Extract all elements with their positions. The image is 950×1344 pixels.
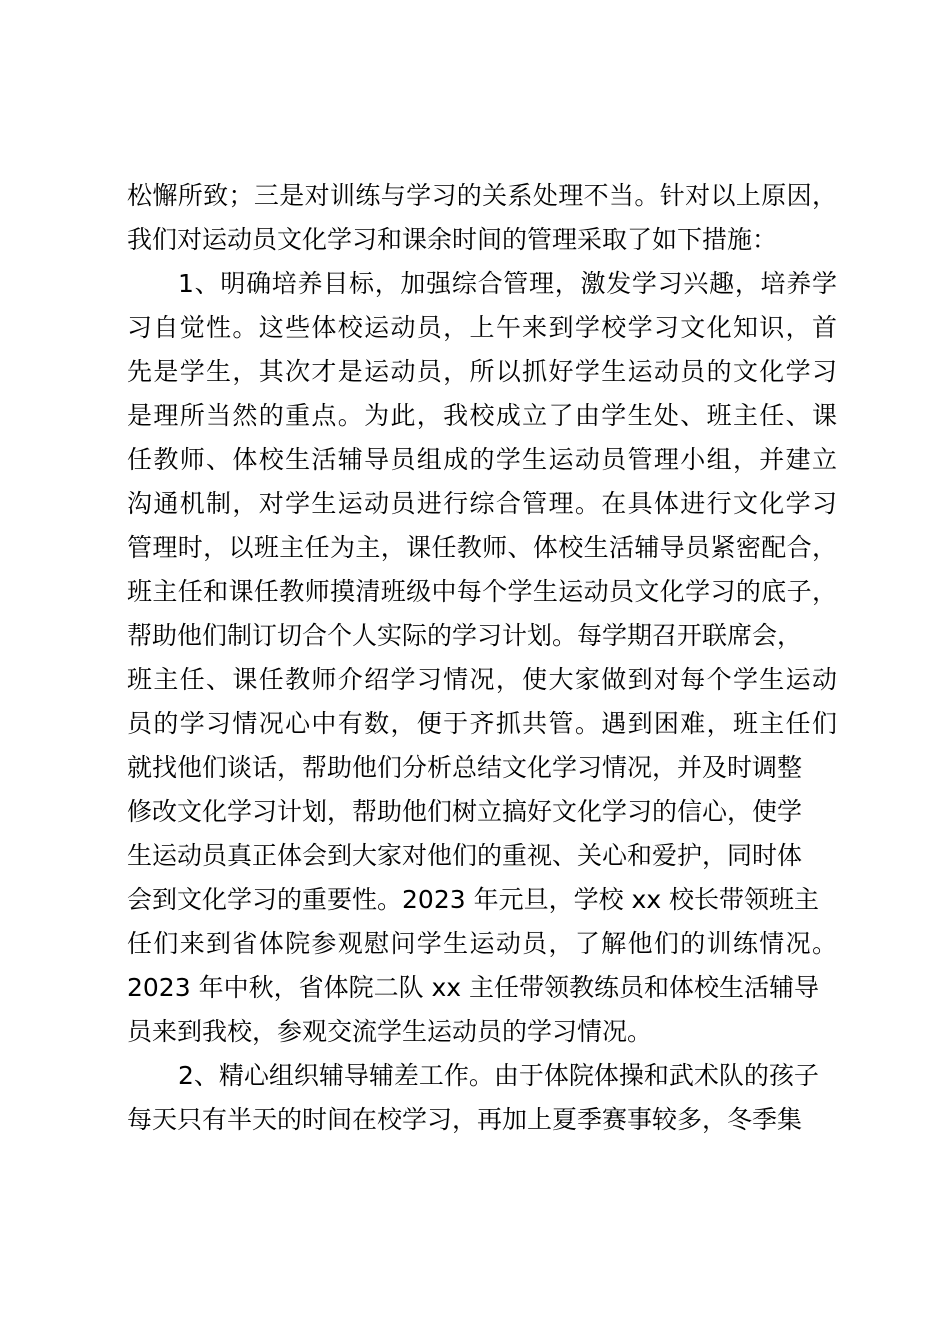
paragraph-line: 修改文化学习计划，帮助他们树立搞好文化学习的信心，使学 <box>127 797 803 826</box>
paragraph-line: 班主任、课任教师介绍学习情况，使大家做到对每个学生运动 <box>127 665 837 694</box>
paragraph-line: 习自觉性。这些体校运动员，上午来到学校学习文化知识，首 <box>127 313 837 342</box>
paragraph-line: 生运动员真正体会到大家对他们的重视、关心和爱护，同时体 <box>127 841 803 870</box>
paragraph-line: 我们对运动员文化学习和课余时间的管理采取了如下措施： <box>127 225 778 254</box>
paragraph-line: 任们来到省体院参观慰问学生运动员，了解他们的训练情况。 <box>127 929 837 958</box>
paragraph-1-first-line: 1、明确培养目标，加强综合管理，激发学习兴趣，培养学 <box>178 269 837 298</box>
paragraph-line: 会到文化学习的重要性。2023 年元旦，学校 xx 校长带领班主 <box>127 885 820 914</box>
paragraph-line: 就找他们谈话，帮助他们分析总结文化学习情况，并及时调整 <box>127 753 803 782</box>
paragraph-last-line: 员来到我校，参观交流学生运动员的学习情况。 <box>127 1017 653 1046</box>
paragraph-line: 每天只有半天的时间在校学习，再加上夏季赛事较多，冬季集 <box>127 1105 803 1134</box>
paragraph-line: 是理所当然的重点。为此，我校成立了由学生处、班主任、课 <box>127 401 837 430</box>
paragraph-line: 沟通机制，对学生运动员进行综合管理。在具体进行文化学习 <box>127 489 837 518</box>
paragraph-line: 松懈所致；三是对训练与学习的关系处理不当。针对以上原因， <box>127 181 837 210</box>
paragraph-line: 员的学习情况心中有数，便于齐抓共管。遇到困难，班主任们 <box>127 709 837 738</box>
paragraph-line: 先是学生，其次才是运动员，所以抓好学生运动员的文化学习 <box>127 357 837 386</box>
paragraph-line: 2023 年中秋，省体院二队 xx 主任带领教练员和体校生活辅导 <box>127 973 820 1002</box>
paragraph-line: 班主任和课任教师摸清班级中每个学生运动员文化学习的底子， <box>127 577 837 606</box>
paragraph-line: 管理时，以班主任为主，课任教师、体校生活辅导员紧密配合， <box>127 533 837 562</box>
paragraph-line: 帮助他们制订切合个人实际的学习计划。每学期召开联席会， <box>127 621 803 650</box>
paragraph-2-first-line: 2、精心组织辅导辅差工作。由于体院体操和武术队的孩子 <box>178 1061 819 1090</box>
paragraph-line: 任教师、体校生活辅导员组成的学生运动员管理小组，并建立 <box>127 445 837 474</box>
